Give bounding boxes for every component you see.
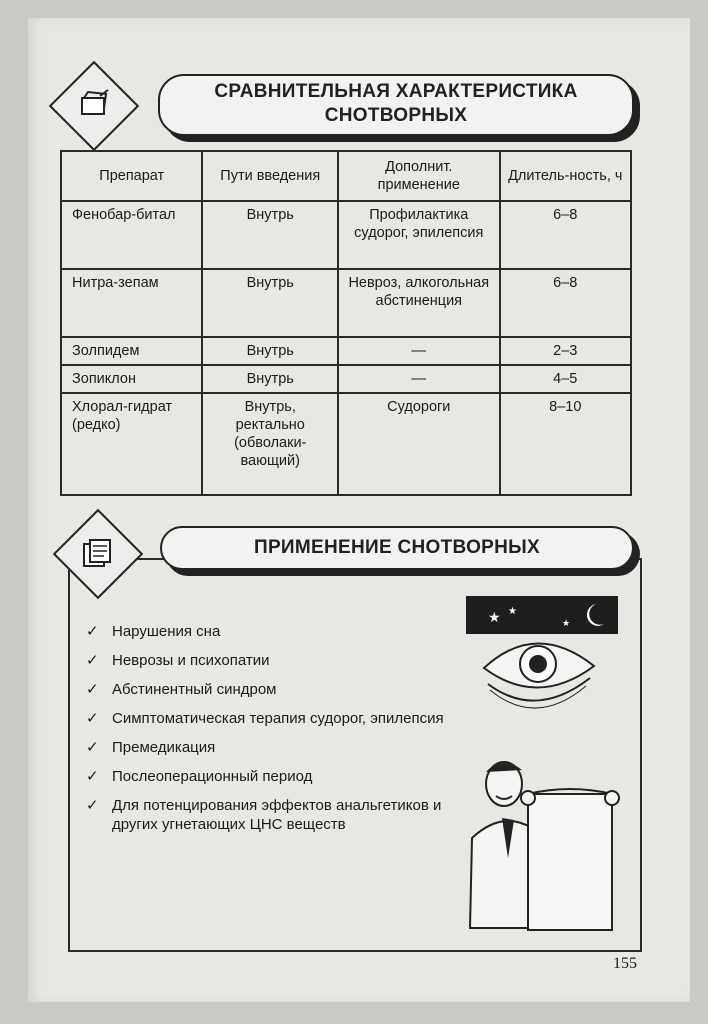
cell-extra: Судороги	[338, 393, 500, 495]
cell-route: Внутрь	[202, 201, 338, 269]
list-item-text: Премедикация	[112, 739, 216, 756]
man-with-banner-illustration	[452, 748, 620, 940]
list-item-text: Нарушения сна	[112, 623, 221, 640]
cell-extra: —	[338, 365, 500, 393]
section-title-comparison	[158, 74, 634, 136]
header-extra: Дополнит. применение	[338, 151, 500, 201]
page-number: 155	[613, 955, 637, 972]
cell-drug: Нитра-зепам	[61, 269, 202, 337]
table-row	[61, 365, 631, 393]
check-icon: ✓	[86, 710, 99, 727]
check-icon: ✓	[86, 797, 99, 814]
table-row	[61, 393, 631, 495]
list-item-text: Абстинентный синдром	[112, 681, 277, 698]
cell-drug: Фенобар-битал	[61, 201, 202, 269]
svg-text:★: ★	[508, 606, 517, 617]
list-item-text: Для потенцирования эффектов анальгетиков и других угнетающих ЦНС веществ	[112, 797, 442, 833]
document-icon	[74, 86, 114, 126]
cell-route: Внутрь	[202, 365, 338, 393]
cell-duration: 8–10	[500, 393, 631, 495]
list-item	[84, 651, 464, 670]
title-line-1: СРАВНИТЕЛЬНАЯ ХАРАКТЕРИСТИКА	[214, 81, 578, 102]
table-row	[61, 269, 631, 337]
list-item	[84, 796, 464, 834]
uses-list	[84, 622, 464, 844]
comparison-table	[60, 150, 632, 496]
cell-duration: 6–8	[500, 269, 631, 337]
check-icon: ✓	[86, 768, 99, 785]
check-icon: ✓	[86, 623, 99, 640]
cell-route: Внутрь, ректально (обволаки-вающий)	[202, 393, 338, 495]
table-row	[61, 337, 631, 365]
header-drug: Препарат	[61, 151, 202, 201]
cell-route: Внутрь	[202, 269, 338, 337]
cell-drug: Зопиклон	[61, 365, 202, 393]
cell-duration: 6–8	[500, 201, 631, 269]
cell-drug: Золпидем	[61, 337, 202, 365]
table-header-row	[61, 151, 631, 201]
list-item-text: Неврозы и психопатии	[112, 652, 270, 669]
list-item-text: Симптоматическая терапия судорог, эпилепсия	[112, 710, 444, 727]
cell-extra: Профилактика судорог, эпилепсия	[338, 201, 500, 269]
table-row	[61, 201, 631, 269]
eye-illustration	[476, 628, 606, 718]
list-item	[84, 709, 464, 728]
svg-text:★: ★	[488, 610, 501, 626]
title-line-2: СНОТВОРНЫХ	[324, 105, 468, 126]
list-item-text: Послеоперационный период	[112, 768, 313, 785]
cell-extra: —	[338, 337, 500, 365]
list-item	[84, 622, 464, 641]
check-icon: ✓	[86, 739, 99, 756]
section-title-uses	[160, 526, 634, 570]
cell-duration: 4–5	[500, 365, 631, 393]
cell-route: Внутрь	[202, 337, 338, 365]
cell-extra: Невроз, алкогольная абстиненция	[338, 269, 500, 337]
uses-title: ПРИМЕНЕНИЕ СНОТВОРНЫХ	[253, 537, 541, 558]
documents-stack-icon	[78, 534, 118, 574]
cell-drug: Хлорал-гидрат (редко)	[61, 393, 202, 495]
header-duration: Длитель-ность, ч	[500, 151, 631, 201]
header-route: Пути введения	[202, 151, 338, 201]
check-icon: ✓	[86, 652, 99, 669]
cell-duration: 2–3	[500, 337, 631, 365]
list-item	[84, 767, 464, 786]
svg-text:★: ★	[562, 619, 571, 629]
list-item	[84, 738, 464, 757]
list-item	[84, 680, 464, 699]
check-icon: ✓	[86, 681, 99, 698]
